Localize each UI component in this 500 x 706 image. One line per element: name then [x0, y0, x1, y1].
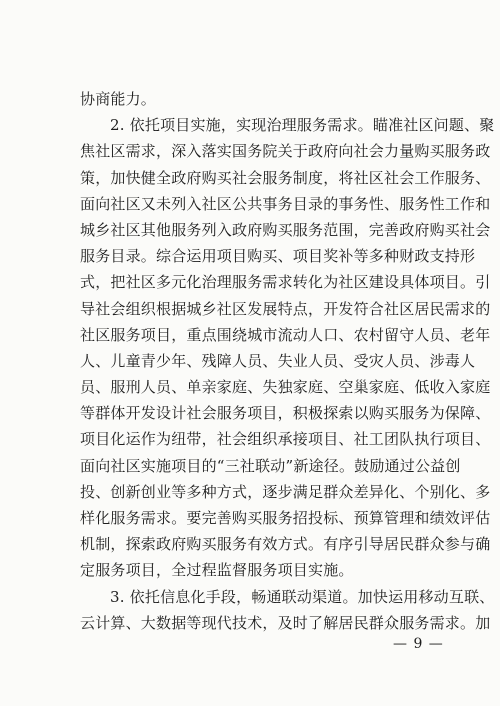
- text-line: 人、儿童青少年、残障人员、失业人员、受灾人员、涉毒人: [80, 351, 476, 370]
- text-line: 投、创新创业等多种方式，逐步满足群众差异化、个别化、多: [80, 482, 491, 501]
- text-line: 面向社区又未列入社区公共事务目录的事务性、服务性工作和: [80, 194, 491, 213]
- text-line: 服务目录。综合运用项目购买、项目奖补等多种财政支持形: [80, 247, 476, 266]
- text-line: 焦社区需求，深入落实国务院关于政府向社会力量购买服务政: [80, 142, 491, 161]
- text-line: 式，把社区多元化治理服务需求转化为社区建设具体项目。引: [80, 273, 491, 292]
- page-number: — 9 —: [393, 636, 444, 652]
- text-line: 等群体开发设计社会服务项目，积极探索以购买服务为保障、: [80, 404, 491, 423]
- text-line: 2. 依托项目实施，实现治理服务需求。瞄准社区问题、聚: [110, 116, 495, 135]
- text-line: 机制，探索政府购买服务有效方式。有序引导居民群众参与确: [80, 535, 491, 554]
- text-line: 导社会组织根据城乡社区发展特点，开发符合社区居民需求的: [80, 299, 491, 318]
- text-line: 员、服刑人员、单亲家庭、失独家庭、空巢家庭、低收入家庭: [80, 378, 491, 397]
- text-line: 定服务项目，全过程监督服务项目实施。: [80, 561, 354, 580]
- text-line: 社区服务项目，重点围绕城市流动人口、农村留守人员、老年: [80, 325, 491, 344]
- text-line: 样化服务需求。要完善购买服务招投标、预算管理和绩效评估: [80, 509, 491, 527]
- text-line: 项目化运作为纽带，社会组织承接项目、社工团队执行项目、: [80, 430, 491, 449]
- text-line: 3. 依托信息化手段，畅通联动渠道。加快运用移动互联、: [110, 587, 495, 606]
- text-line: 协商能力。: [80, 90, 157, 108]
- body-text: [80, 86, 495, 636]
- text-line: 城乡社区其他服务列入政府购买服务范围，完善政府购买社会: [80, 220, 491, 239]
- text-line: 策，加快健全政府购买社会服务制度，将社区社会工作服务、: [80, 168, 491, 187]
- text-line: 云计算、大数据等现代技术，及时了解居民群众服务需求。加: [80, 613, 491, 632]
- text-line: 面向社区实施项目的“三社联动”新途径。鼓励通过公益创: [80, 456, 461, 475]
